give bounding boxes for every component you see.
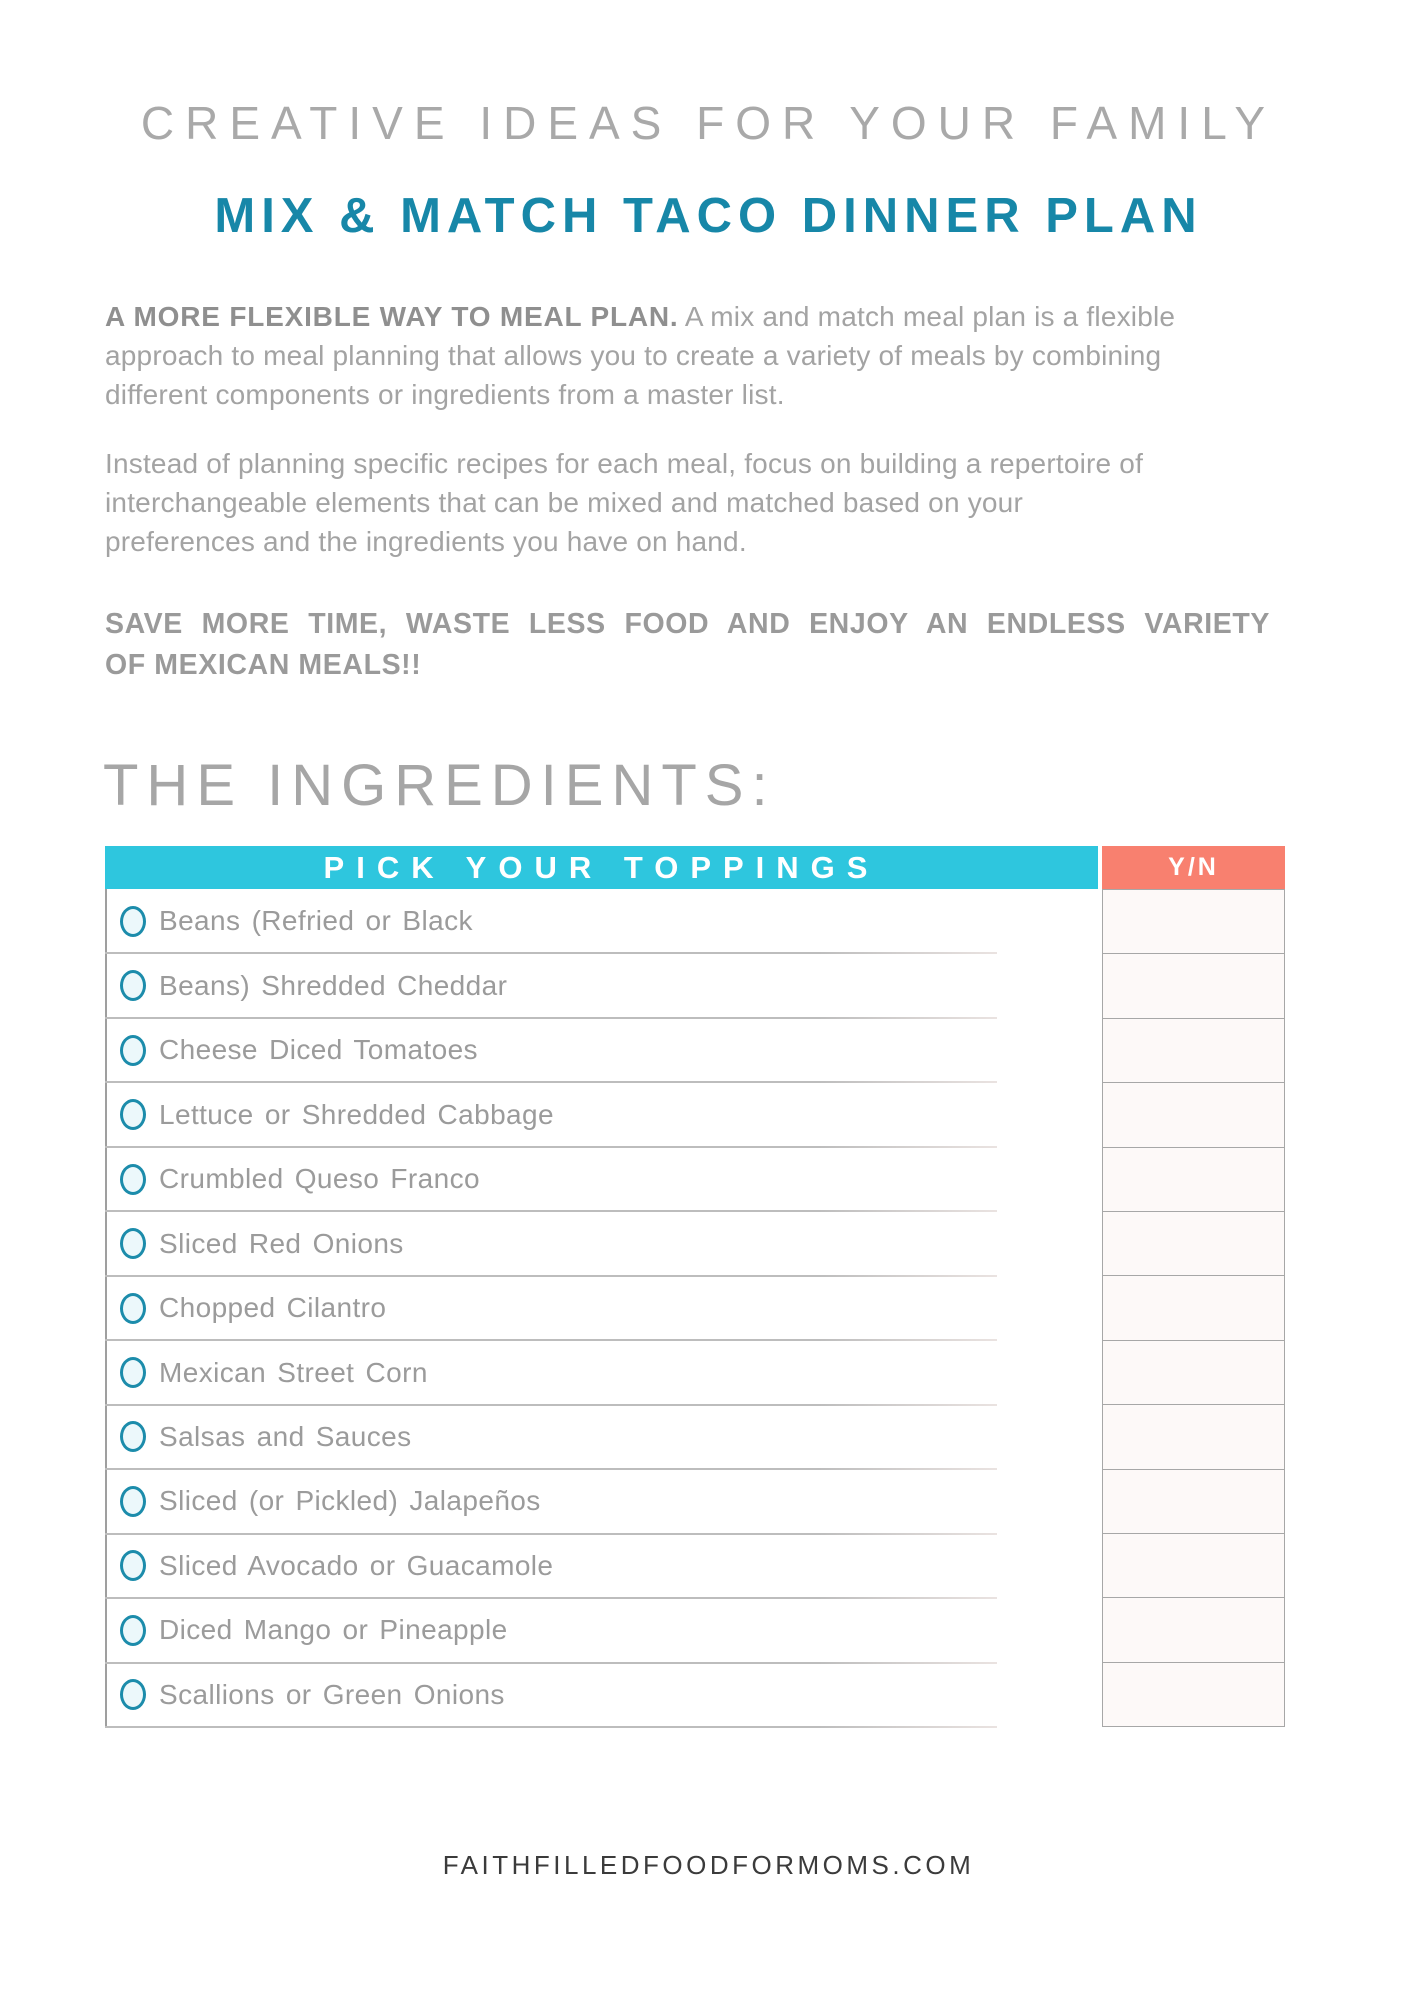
topping-row (107, 1211, 1098, 1275)
section-heading: THE INGREDIENTS: (103, 753, 776, 818)
topping-row (107, 1276, 1098, 1340)
topping-row (107, 953, 1098, 1017)
second-paragraph (105, 444, 1143, 561)
topping-row (107, 1082, 1098, 1146)
yn-body (1102, 889, 1285, 1727)
topping-label: Sliced Red Onions (159, 1227, 404, 1259)
topping-label: Beans) Shredded Cheddar (159, 969, 508, 1001)
topping-label: Mexican Street Corn (159, 1356, 428, 1388)
circle-bullet-icon[interactable] (120, 1615, 146, 1646)
circle-bullet-icon[interactable] (120, 1164, 146, 1195)
callout-text (105, 604, 1270, 686)
topping-label: Beans (Refried or Black (159, 905, 473, 937)
paragraph-line: Instead of planning specific recipes for each meal, focus on building a repertoire of (105, 448, 1144, 479)
intro-lead: A MORE FLEXIBLE WAY TO MEAL PLAN. (105, 301, 679, 332)
yn-cell[interactable] (1103, 1663, 1284, 1726)
circle-bullet-icon[interactable] (120, 1035, 146, 1066)
yn-cell[interactable] (1103, 1276, 1284, 1340)
circle-bullet-icon[interactable] (120, 1486, 146, 1517)
page-title: MIX & MATCH TACO DINNER PLAN (214, 189, 1203, 243)
yn-cell[interactable] (1103, 1470, 1284, 1534)
yn-cell[interactable] (1103, 890, 1284, 954)
ingredients-table (105, 846, 1285, 1727)
circle-bullet-icon[interactable] (120, 906, 146, 937)
callout-line: SAVE MORE TIME, WASTE LESS FOOD AND ENJOY AN ENDLESS VARIETY (105, 608, 1270, 640)
table-body (105, 889, 1285, 1727)
topping-label: Diced Mango or Pineapple (159, 1614, 508, 1646)
paragraph-line: preferences and the ingredients you have on hand. (105, 526, 747, 557)
yn-cell[interactable] (1103, 1534, 1284, 1598)
paragraph-line: different components or ingredients from a master list. (105, 379, 785, 410)
yn-header: Y/N (1102, 846, 1285, 889)
circle-bullet-icon[interactable] (120, 1679, 146, 1710)
yn-cell[interactable] (1103, 1212, 1284, 1276)
toppings-body (105, 889, 1098, 1727)
topping-label: Salsas and Sauces (159, 1420, 412, 1452)
yn-cell[interactable] (1103, 1148, 1284, 1212)
footer-url: FAITHFILLEDFOODFORMOMS.COM (442, 1850, 975, 1880)
circle-bullet-icon[interactable] (120, 1293, 146, 1324)
topping-row (107, 1469, 1098, 1533)
callout-line: OF MEXICAN MEALS!! (105, 649, 422, 681)
yn-cell[interactable] (1103, 954, 1284, 1018)
topping-row (107, 889, 1098, 953)
topping-row (107, 1147, 1098, 1211)
topping-row (107, 1405, 1098, 1469)
paragraph-line: interchangeable elements that can be mixed and matched based on your (105, 487, 1023, 518)
topping-row (107, 1534, 1098, 1598)
intro-rest: A mix and match meal plan is a flexible (678, 301, 1176, 332)
topping-label: Sliced (or Pickled) Jalapeños (159, 1485, 541, 1517)
topping-row (107, 1598, 1098, 1662)
circle-bullet-icon[interactable] (120, 1421, 146, 1452)
circle-bullet-icon[interactable] (120, 1550, 146, 1581)
topping-label: Lettuce or Shredded Cabbage (159, 1098, 554, 1130)
yn-cell[interactable] (1103, 1598, 1284, 1662)
circle-bullet-icon[interactable] (120, 1099, 146, 1130)
circle-bullet-icon[interactable] (120, 1357, 146, 1388)
yn-cell[interactable] (1103, 1405, 1284, 1469)
topping-label: Scallions or Green Onions (159, 1678, 505, 1710)
topping-label: Crumbled Queso Franco (159, 1163, 480, 1195)
circle-bullet-icon[interactable] (120, 1228, 146, 1259)
yn-cell[interactable] (1103, 1341, 1284, 1405)
circle-bullet-icon[interactable] (120, 970, 146, 1001)
paragraph-line: approach to meal planning that allows you to create a variety of meals by combining (105, 340, 1162, 371)
topping-label: Sliced Avocado or Guacamole (159, 1549, 554, 1581)
topping-row (107, 1018, 1098, 1082)
paragraph-line (105, 297, 1175, 336)
table-header-row (105, 846, 1285, 889)
yn-cell[interactable] (1103, 1019, 1284, 1083)
topping-label: Chopped Cilantro (159, 1292, 387, 1324)
topping-row (107, 1663, 1098, 1727)
eyebrow-heading: CREATIVE IDEAS FOR YOUR FAMILY (140, 97, 1277, 149)
topping-label: Cheese Diced Tomatoes (159, 1034, 478, 1066)
intro-paragraph (105, 297, 1175, 414)
yn-cell[interactable] (1103, 1083, 1284, 1147)
toppings-header: PICK YOUR TOPPINGS (105, 846, 1098, 889)
topping-row (107, 1340, 1098, 1404)
